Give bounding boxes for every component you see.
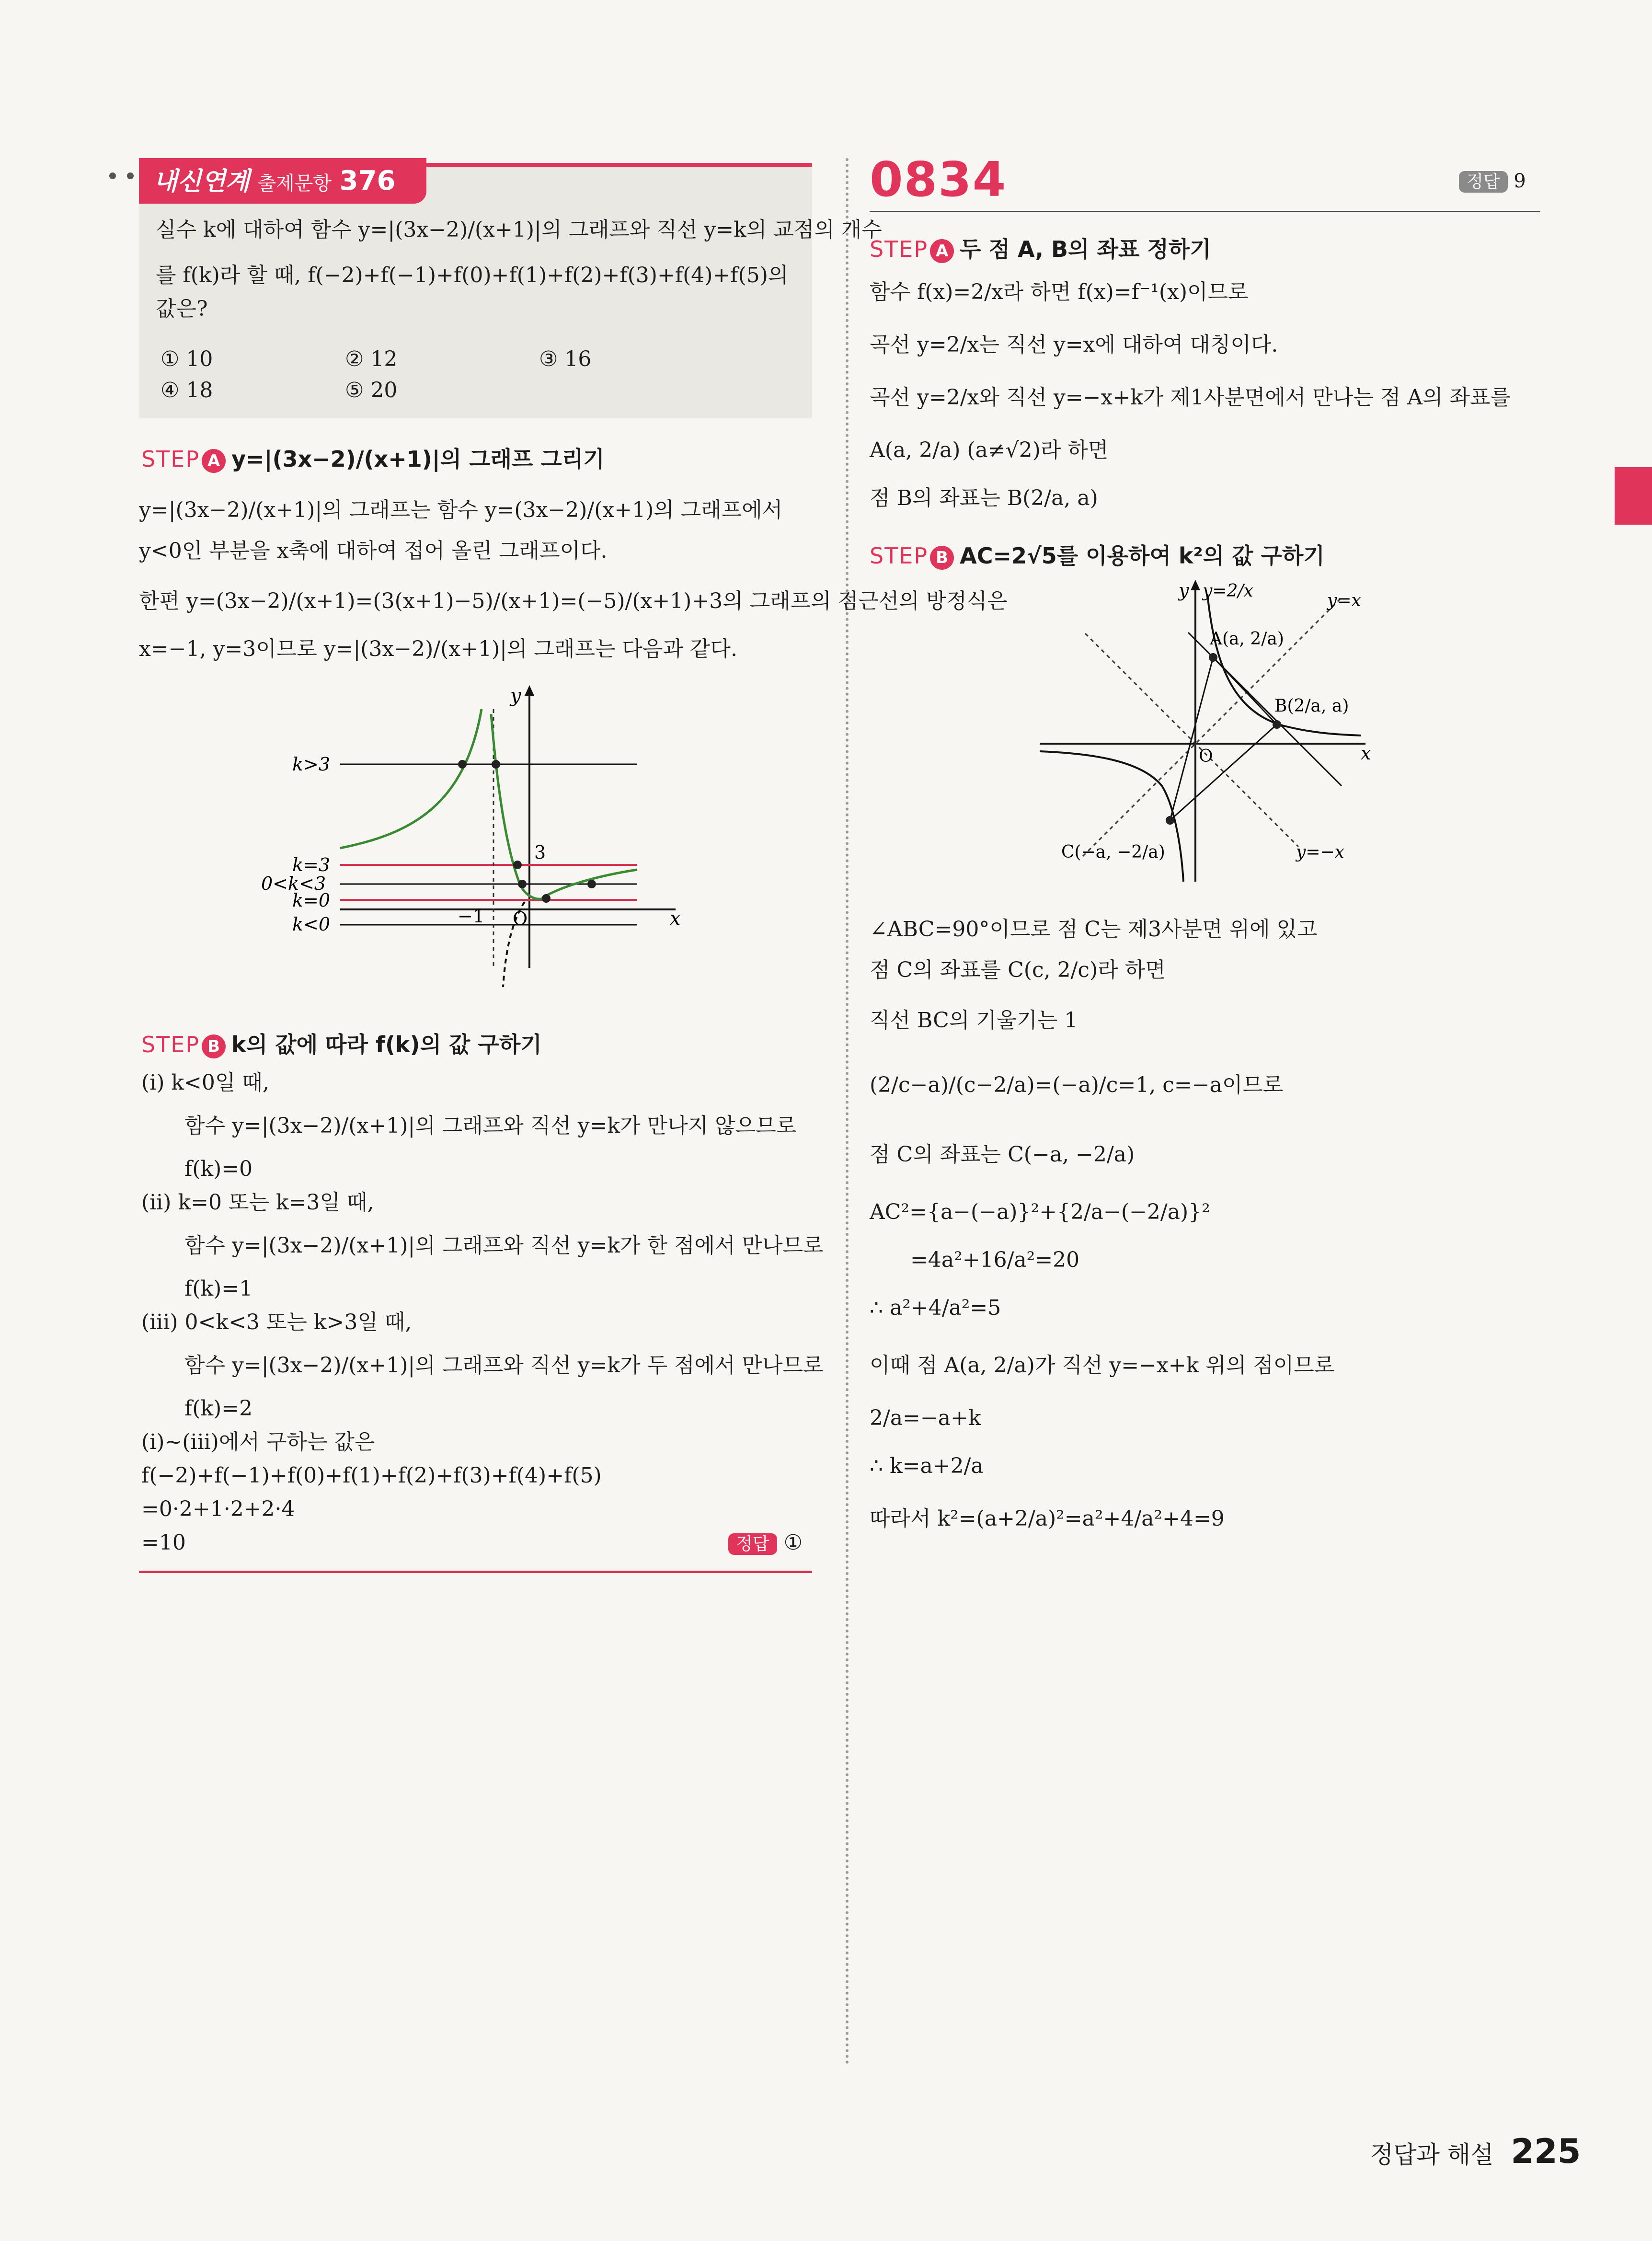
x-axis-label: x (1361, 743, 1371, 764)
point-b (1273, 720, 1281, 729)
k-label: k<0 (292, 914, 331, 935)
answer-badge: 정답 (728, 1533, 777, 1555)
point-c-label: C(−a, −2/a) (1061, 842, 1165, 862)
left-step-b-line: 함수 y=|(3x−2)/(x+1)|의 그래프와 직선 y=k가 한 점에서 만나므로 (184, 1233, 824, 1258)
right-step-a-line: 함수 f(x)=2/x라 하면 f(x)=f⁻¹(x)이므로 (870, 280, 1249, 304)
left-step-b-line: 함수 y=|(3x−2)/(x+1)|의 그래프와 직선 y=k가 만나지 않으므로 (184, 1114, 797, 1138)
line-y-eq-x-label: y=x (1327, 591, 1361, 610)
problem-text-line-1: 실수 k에 대하여 함수 y=|(3x−2)/(x+1)|의 그래프와 직선 y=k의 교점의 개수 (156, 218, 882, 242)
k-label: k=0 (292, 890, 331, 911)
y-axis-arrow (1191, 580, 1200, 590)
line-y-eq-neg-x-label: y=−x (1296, 842, 1344, 862)
left-step-a-line: y<0인 부분을 x축에 대하여 접어 올린 그래프이다. (139, 539, 608, 563)
problem-text-line-3: 값은? (156, 297, 208, 321)
choice-3: ③ 16 (539, 347, 592, 371)
point-a (1209, 653, 1217, 662)
chapter-edge-tab (1615, 467, 1652, 525)
left-answer (728, 1528, 803, 1559)
right-line: 점 C의 좌표는 C(−a, −2/a) (870, 1142, 1135, 1167)
curve-right-upper (491, 714, 541, 899)
right-line: ∴ a²+4/a²=5 (870, 1296, 1001, 1320)
step-letter-badge: A (202, 449, 226, 473)
left-step-b-line: =10 (141, 1530, 186, 1555)
origin-label: O (513, 908, 528, 929)
answer-badge: 정답 (1459, 171, 1508, 193)
left-step-b-line: f(k)=2 (184, 1396, 253, 1421)
left-step-b-line: f(k)=1 (184, 1276, 253, 1301)
x-axis-label: x (670, 908, 681, 930)
point-c (1166, 816, 1174, 825)
left-step-b-line: (ⅰ) k<0일 때, (141, 1070, 269, 1095)
step-label: STEP (141, 1032, 200, 1057)
left-bottom-rule (139, 1571, 812, 1573)
step-title: k의 값에 따라 f(k)의 값 구하기 (231, 1032, 542, 1057)
left-step-b-line: (ⅲ) 0<k<3 또는 k>3일 때, (141, 1310, 412, 1334)
right-line: 점 C의 좌표를 C(c, 2/c)라 하면 (870, 958, 1166, 982)
choice-5: ⑤ 20 (345, 378, 398, 402)
graph-abs-rational (254, 680, 685, 1016)
step-letter-badge: B (202, 1034, 226, 1058)
problem-tag-sub: 출제문항 (257, 172, 332, 195)
step-title: 두 점 A, B의 좌표 정하기 (960, 236, 1211, 262)
problem-text-line-2: 를 f(k)라 할 때, f(−2)+f(−1)+f(0)+f(1)+f(2)+f(3)+f(4)+f(5)의 (156, 263, 789, 287)
footer-section: 정답과 해설 (1370, 2141, 1494, 2169)
point (458, 760, 467, 769)
right-line: (2/c−a)/(c−2/a)=(−a)/c=1, c=−a이므로 (870, 1073, 1284, 1097)
left-step-a-line: x=−1, y=3이므로 y=|(3x−2)/(x+1)|의 그래프는 다음과 같다. (139, 637, 737, 661)
y-axis-arrow (525, 685, 534, 696)
step-label: STEP (870, 543, 929, 569)
choice-4: ④ 18 (161, 378, 213, 402)
right-step-a-line: A(a, 2/a) (a≠√2)라 하면 (870, 438, 1109, 462)
y-axis-label: y (1179, 580, 1189, 601)
step-label: STEP (870, 236, 929, 262)
right-line: 따라서 k²=(a+2/a)²=a²+4/a²+4=9 (870, 1506, 1225, 1531)
step-label: STEP (141, 446, 200, 472)
right-line: ∠ABC=90°이므로 점 C는 제3사분면 위에 있고 (870, 917, 1318, 942)
right-line: 2/a=−a+k (870, 1406, 981, 1430)
problem-tag (139, 158, 426, 204)
right-step-a-line: 곡선 y=2/x는 직선 y=x에 대하여 대칭이다. (870, 333, 1278, 357)
right-step-b-heading (870, 541, 1325, 570)
left-step-b-line: (ⅱ) k=0 또는 k=3일 때, (141, 1190, 374, 1215)
step-letter-badge: B (930, 546, 954, 570)
point (518, 880, 527, 888)
left-step-a-line: y=|(3x−2)/(x+1)|의 그래프는 함수 y=(3x−2)/(x+1)의 그래프에서 (139, 498, 783, 522)
decorative-dot (127, 172, 134, 179)
segment-ac (1170, 657, 1213, 820)
origin-label: O (1199, 747, 1213, 766)
point-b-label: B(2/a, a) (1274, 696, 1349, 716)
hyperbola-q3 (1040, 751, 1183, 882)
y-axis-label: y (510, 685, 521, 707)
neg-one-label: −1 (458, 906, 485, 927)
right-step-a-heading (870, 235, 1211, 264)
page-number: 225 (1511, 2132, 1581, 2171)
right-answer (1459, 168, 1526, 195)
curve-left-branch (340, 709, 482, 848)
right-line: AC²={a−(−a)}²+{2/a−(−2/a)}² (870, 1200, 1210, 1224)
problem-tag-number: 376 (339, 165, 396, 196)
left-step-b-heading (141, 1030, 542, 1059)
point (513, 861, 522, 869)
footer (1370, 2132, 1581, 2174)
graph-hyperbola (1030, 575, 1423, 891)
point-a-label: A(a, 2/a) (1210, 629, 1284, 649)
choice-2: ② 12 (345, 347, 398, 371)
point (587, 880, 596, 888)
left-step-a-line: 한편 y=(3x−2)/(x+1)=(3(x+1)−5)/(x+1)=(−5)/(x+1)+3의 그래프의 점근선의 방정식은 (139, 589, 1008, 613)
segment-bc (1170, 724, 1277, 820)
step-title: y=|(3x−2)/(x+1)|의 그래프 그리기 (231, 446, 605, 472)
choice-1: ① 10 (161, 347, 213, 371)
k-label: 0<k<3 (261, 873, 326, 894)
problem-tag-label: 내신연계 (153, 167, 250, 196)
right-line: ∴ k=a+2/a (870, 1454, 984, 1478)
left-step-b-line: f(−2)+f(−1)+f(0)+f(1)+f(2)+f(3)+f(4)+f(5) (141, 1463, 602, 1488)
left-step-b-line: (ⅰ)~(ⅲ)에서 구하는 값은 (141, 1430, 375, 1454)
three-label: 3 (534, 842, 546, 863)
problem-number: 0834 (870, 151, 1007, 207)
right-line: 이때 점 A(a, 2/a)가 직선 y=−x+k 위의 점이므로 (870, 1353, 1335, 1378)
point (542, 894, 551, 903)
left-step-a-heading (141, 445, 605, 473)
decorative-dot (109, 172, 116, 179)
point (492, 760, 500, 769)
right-step-a-line: 곡선 y=2/x와 직선 y=−x+k가 제1사분면에서 만나는 점 A의 좌표를 (870, 385, 1511, 410)
answer-value: 9 (1514, 170, 1526, 192)
column-divider (846, 158, 849, 2065)
right-line: 직선 BC의 기울기는 1 (870, 1008, 1078, 1033)
k-label: k=3 (292, 854, 331, 875)
header-rule (870, 211, 1540, 212)
step-letter-badge: A (930, 239, 954, 263)
left-step-b-line: f(k)=0 (184, 1157, 253, 1181)
curve-label: y=2/x (1203, 581, 1253, 601)
answer-value: ① (783, 1530, 803, 1555)
left-step-b-line: =0·2+1·2+2·4 (141, 1497, 295, 1521)
right-line: =4a²+16/a²=20 (910, 1248, 1080, 1272)
left-step-b-line: 함수 y=|(3x−2)/(x+1)|의 그래프와 직선 y=k가 두 점에서 만나므로 (184, 1353, 824, 1378)
right-step-a-line: 점 B의 좌표는 B(2/a, a) (870, 486, 1098, 510)
k-label: k>3 (292, 754, 331, 775)
step-title: AC=2√5를 이용하여 k²의 값 구하기 (960, 543, 1325, 569)
